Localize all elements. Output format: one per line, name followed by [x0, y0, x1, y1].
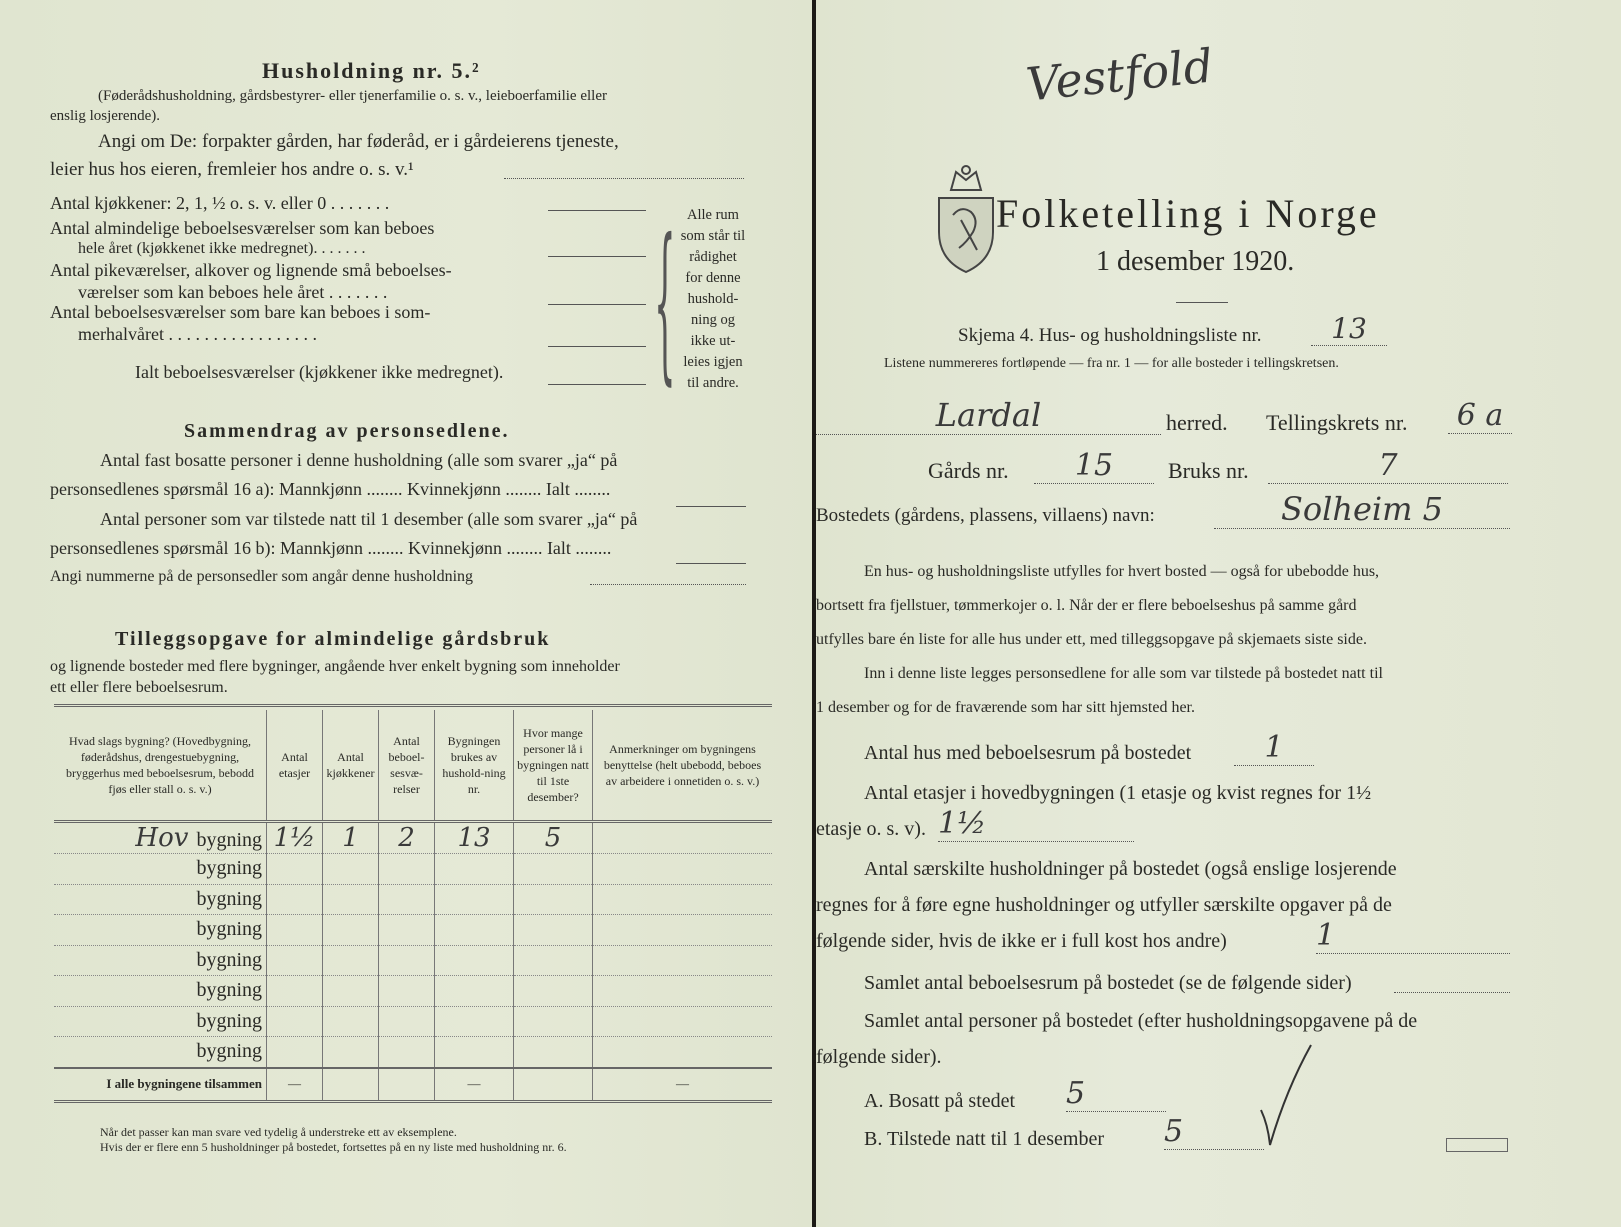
bruks-label: Bruks nr.	[1168, 458, 1249, 483]
summary-line-1: Antal fast bosatte personer i denne husholdning (alle som svarer „ja“ på	[100, 450, 618, 470]
summary-line-3: Antal personer som var tilstede natt til 1 desember (alle som svarer „ja“ på	[100, 509, 638, 529]
samlet-pers-label-1: Samlet antal personer på bostedet (efter husholdningsopgavene på de	[864, 1010, 1418, 1032]
instr-line-2: bortsett fra fjellstuer, tømmerkojer o. l. Når der er flere beboelseshus på samme gård	[816, 597, 1357, 614]
etasjer-label-1: Antal etasjer i hovedbygningen (1 etasje og kvist regnes for 1½	[864, 782, 1372, 804]
rooms-line-7: merhalvåret . . . . . . . . . . . . . . . . .	[78, 324, 317, 344]
instr-line-1: En hus- og husholdningsliste utfylles for hvert bosted — også for ubebodde hus,	[864, 563, 1380, 580]
table-total-row: I alle bygningene tilsammen — — —	[54, 1068, 772, 1102]
instr-line-5: 1 desember og for de fraværende som har sitt hjemsted her.	[816, 699, 1195, 716]
footnote-2: Hvis der er flere enn 5 husholdninger på bostedet, fortsettes på en ny liste med husholdning nr. 6.	[100, 1140, 567, 1154]
hus-label: Antal hus med beboelsesrum på bostedet	[864, 742, 1192, 764]
samlet-pers-label-2: følgende sider).	[816, 1046, 942, 1068]
printer-stamp	[1446, 1138, 1508, 1152]
header-personer: Hvor mange personer lå i bygningen natt til 1ste desember?	[514, 710, 593, 822]
herred-label: herred.	[1166, 410, 1228, 435]
household-subtitle-1: (Føderådshusholdning, gårdsbestyrer- eller tjenerfamilie o. s. v., leieboerfamilie eller	[98, 88, 607, 104]
table-row: Hov bygning 1½ 1 2 13 5	[54, 822, 772, 854]
rooms-line-3: hele året (kjøkkenet ikke medregnet). . . . . . .	[78, 240, 366, 257]
herred-value: Lardal	[816, 396, 1161, 435]
header-anmerkninger: Anmerkninger om bygningens benyttelse (helt ubebodd, beboes av arbeidere i onnetiden o. s. v.)	[593, 710, 773, 822]
census-title: Folketelling i Norge	[996, 191, 1380, 236]
summary-line-5: Angi nummerne på de personsedler som angår denne husholdning	[50, 568, 474, 585]
tillegg-sub-2: ett eller flere beboelsesrum.	[50, 679, 228, 696]
table-row: bygning	[54, 854, 772, 885]
corner-handwriting: Vestfold	[1023, 38, 1216, 112]
table-row: bygning	[54, 1037, 772, 1068]
check-mark-icon	[1256, 1040, 1316, 1150]
household-subtitle-2: enslig losjerende).	[50, 108, 160, 124]
krets-label: Tellingskrets nr.	[1266, 410, 1408, 435]
instr-line-3: utfylles bare én liste for alle hus under ett, med tilleggsopgave på skjemaets siste side.	[816, 631, 1367, 648]
table-row: bygning	[54, 945, 772, 976]
brace-icon: {	[654, 205, 676, 405]
tilstede-label: B. Tilstede natt til 1 desember	[864, 1128, 1104, 1150]
bosatt-value: 5	[1066, 1076, 1166, 1112]
norway-coat-of-arms-icon	[931, 160, 1001, 280]
samlet-rum-label: Samlet antal beboelsesrum på bostedet (se de følgende sider)	[864, 972, 1352, 994]
etasjer-value: 1½	[938, 806, 1134, 842]
header-rom: Antal beboel-sesvæ-relser	[379, 710, 435, 822]
bosted-label: Bostedets (gårdens, plassens, villaens) navn:	[816, 505, 1155, 526]
table-row: bygning	[54, 884, 772, 915]
rooms-line-5: værelser som kan beboes hele året . . . . . . .	[78, 282, 388, 302]
ialt-rooms-label: Ialt beboelsesværelser (kjøkkener ikke medregnet).	[135, 362, 504, 382]
skjema-label: Skjema 4. Hus- og husholdningsliste nr.	[958, 325, 1262, 346]
hush-label-3: følgende sider, hvis de ikke er i full kost hos andre)	[816, 930, 1227, 952]
angi-line-1: Angi om De: forpakter gården, har føderåd, er i gårdeierens tjeneste,	[98, 131, 619, 152]
brace-note: Alle rum som står til rådighet for denne hushold- ning og ikke ut- leies igjen til andre.	[680, 207, 746, 391]
listene-note: Listene nummereres fortløpende — fra nr. 1 — for alle bosteder i tellingskretsen.	[884, 356, 1339, 371]
etasjer-label-2: etasje o. s. v).	[816, 818, 926, 840]
header-building-type: Hvad slags bygning? (Hovedbygning, føderådshus, drengestuebygning, bryggerhus med beboelsesrum, bebodd fjøs eller stall o. s. v.)	[54, 710, 267, 822]
header-etasjer: Antal etasjer	[267, 710, 323, 822]
header-kjokkener: Antal kjøkkener	[323, 710, 379, 822]
summary-line-4: personsedlenes spørsmål 16 b): Mannkjønn ........ Kvinnekjønn ........ Ialt ........	[50, 538, 612, 558]
census-date: 1 desember 1920.	[1096, 246, 1295, 277]
table-row: bygning	[54, 1006, 772, 1037]
right-page	[816, 0, 1621, 1227]
hush-value: 1	[1316, 918, 1510, 954]
rooms-line-1: Antal kjøkkener: 2, 1, ½ o. s. v. eller 0 . . . . . . .	[50, 193, 390, 213]
table-header-row	[54, 710, 772, 822]
gards-value: 15	[1034, 448, 1154, 484]
bosatt-label: A. Bosatt på stedet	[864, 1090, 1016, 1112]
tillegg-sub-1: og lignende bosteder med flere bygninger, angående hver enkelt bygning som inneholder	[50, 658, 620, 675]
tillegg-title: Tilleggsopgave for almindelige gårdsbruk	[115, 628, 551, 650]
hush-label-1: Antal særskilte husholdninger på bostedet (også enslige losjerende	[864, 858, 1397, 880]
rooms-line-4: Antal pikeværelser, alkover og lignende små beboelses-	[50, 260, 452, 280]
hush-label-2: regnes for å føre egne husholdninger og utfyller særskilte opgaver på de	[816, 894, 1392, 916]
table-row: bygning	[54, 915, 772, 946]
summary-title: Sammendrag av personsedlene.	[184, 420, 510, 442]
rooms-line-6: Antal beboelsesværelser som bare kan beboes i som-	[50, 302, 431, 322]
footnote-1: Når det passer kan man svare ved tydelig å understreke ett av eksemplene.	[100, 1125, 457, 1139]
gards-label: Gårds nr.	[928, 458, 1009, 483]
skjema-value: 13	[1311, 312, 1387, 346]
angi-line-2: leier hus hos eieren, fremleier hos andre o. s. v.¹	[50, 159, 414, 180]
rooms-line-2: Antal almindelige beboelsesværelser som kan beboes	[50, 218, 435, 238]
instr-line-4: Inn i denne liste legges personsedlene for alle som var tilstede på bostedet natt til	[864, 665, 1383, 682]
header-husholdning: Bygningen brukes av hushold-ning nr.	[435, 710, 514, 822]
buildings-table	[54, 710, 772, 1103]
household-title: Husholdning nr. 5.²	[262, 58, 481, 83]
bruks-value: 7	[1268, 448, 1508, 484]
tilstede-value: 5	[1164, 1114, 1264, 1150]
table-row: bygning	[54, 976, 772, 1007]
summary-line-2: personsedlenes spørsmål 16 a): Mannkjønn ........ Kvinnekjønn ........ Ialt ........	[50, 479, 611, 499]
bosted-value: Solheim 5	[1214, 490, 1510, 529]
hus-value: 1	[1234, 730, 1314, 766]
krets-value: 6 a	[1448, 398, 1512, 434]
